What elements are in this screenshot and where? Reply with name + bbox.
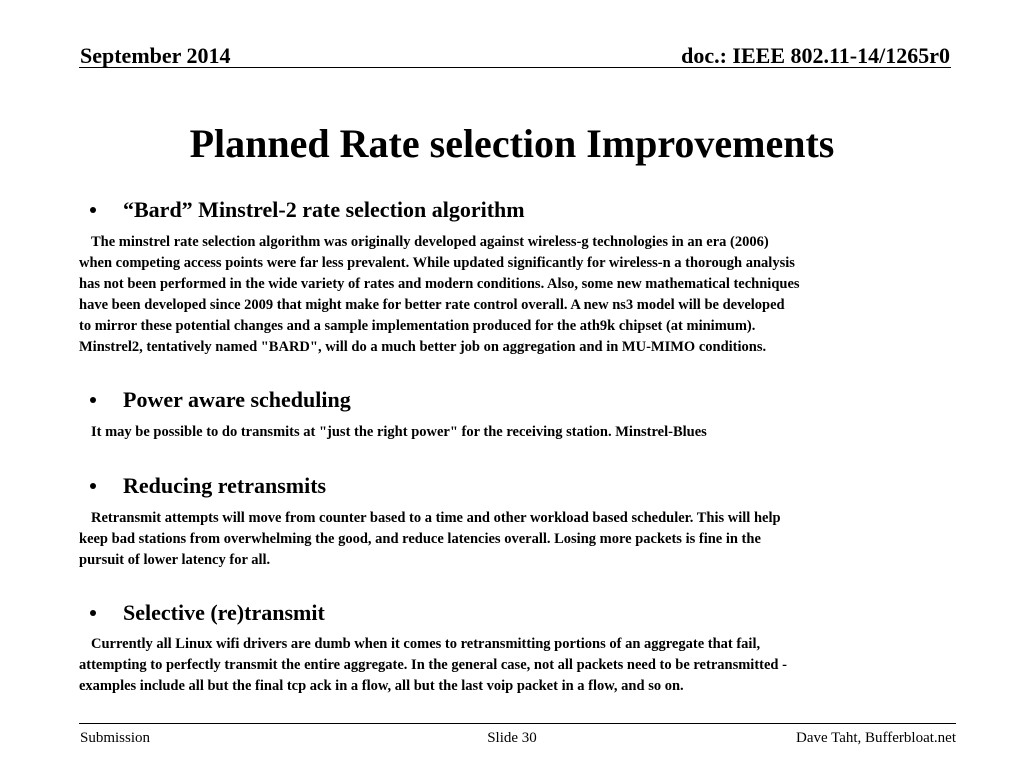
slide-title: Planned Rate selection Improvements bbox=[189, 121, 835, 166]
section-heading-text: Reducing retransmits bbox=[123, 473, 327, 498]
header-doc-id: doc.: IEEE 802.11-14/1265r0 bbox=[681, 43, 950, 68]
section-heading-text: Selective (re)transmit bbox=[123, 600, 325, 625]
section-heading-retransmits bbox=[90, 473, 326, 499]
section-body-power: It may be possible to do transmits at "just the right power" for the receiving station. Minstrel-Blues bbox=[91, 424, 707, 440]
footer-author: Dave Taht, Bufferbloat.net bbox=[795, 730, 956, 746]
footer-submission: Submission bbox=[80, 730, 151, 746]
section-body-selective: Currently all Linux wifi drivers are dumb when it comes to retransmitting portions of an aggregate that fail, attempting to perfectly transmit the entire aggregate. In the general case, not all packets need to be retransmitted - examples include all but the final tcp ack in a flow, all but the last voip packet in a flow, and so on. bbox=[79, 636, 787, 694]
section-body-retransmits: Retransmit attempts will move from counter based to a time and other workload based scheduler. This will help keep bad stations from overwhelming the good, and reduce latencies overall. Losing more packets is fine in the pursuit of lower latency for all. bbox=[79, 510, 781, 568]
bullet-icon bbox=[90, 483, 96, 489]
bullet-icon bbox=[90, 207, 96, 213]
section-body-bard: The minstrel rate selection algorithm was originally developed against wireless-g technologies in an era (2006) when competing access points were far less prevalent. While updated significantly for wireless-n a thorough analysis has not been performed in the wide variety of rates and modern conditions. Also, some new mathematical techniques have been developed since 2009 that might make for better rate control overall. A new ns3 model will be developed to mirror these potential changes and a sample implementation produced for the ath9k chipset (at minimum). Minstrel2, tentatively named "BARD", will do a much better job on aggregation and in MU-MIMO conditions. bbox=[79, 234, 800, 355]
section-heading-text: Power aware scheduling bbox=[123, 387, 351, 412]
footer-divider bbox=[79, 723, 956, 724]
section-heading-text: “Bard” Minstrel-2 rate selection algorithm bbox=[123, 197, 525, 222]
bullet-icon bbox=[90, 610, 96, 616]
header-date: September 2014 bbox=[80, 43, 231, 68]
section-heading-bard bbox=[90, 197, 525, 223]
section-heading-power bbox=[90, 387, 351, 413]
bullet-icon bbox=[90, 397, 96, 403]
footer-slide-number: Slide 30 bbox=[487, 730, 537, 746]
header-divider bbox=[79, 67, 951, 68]
section-heading-selective bbox=[90, 600, 325, 626]
